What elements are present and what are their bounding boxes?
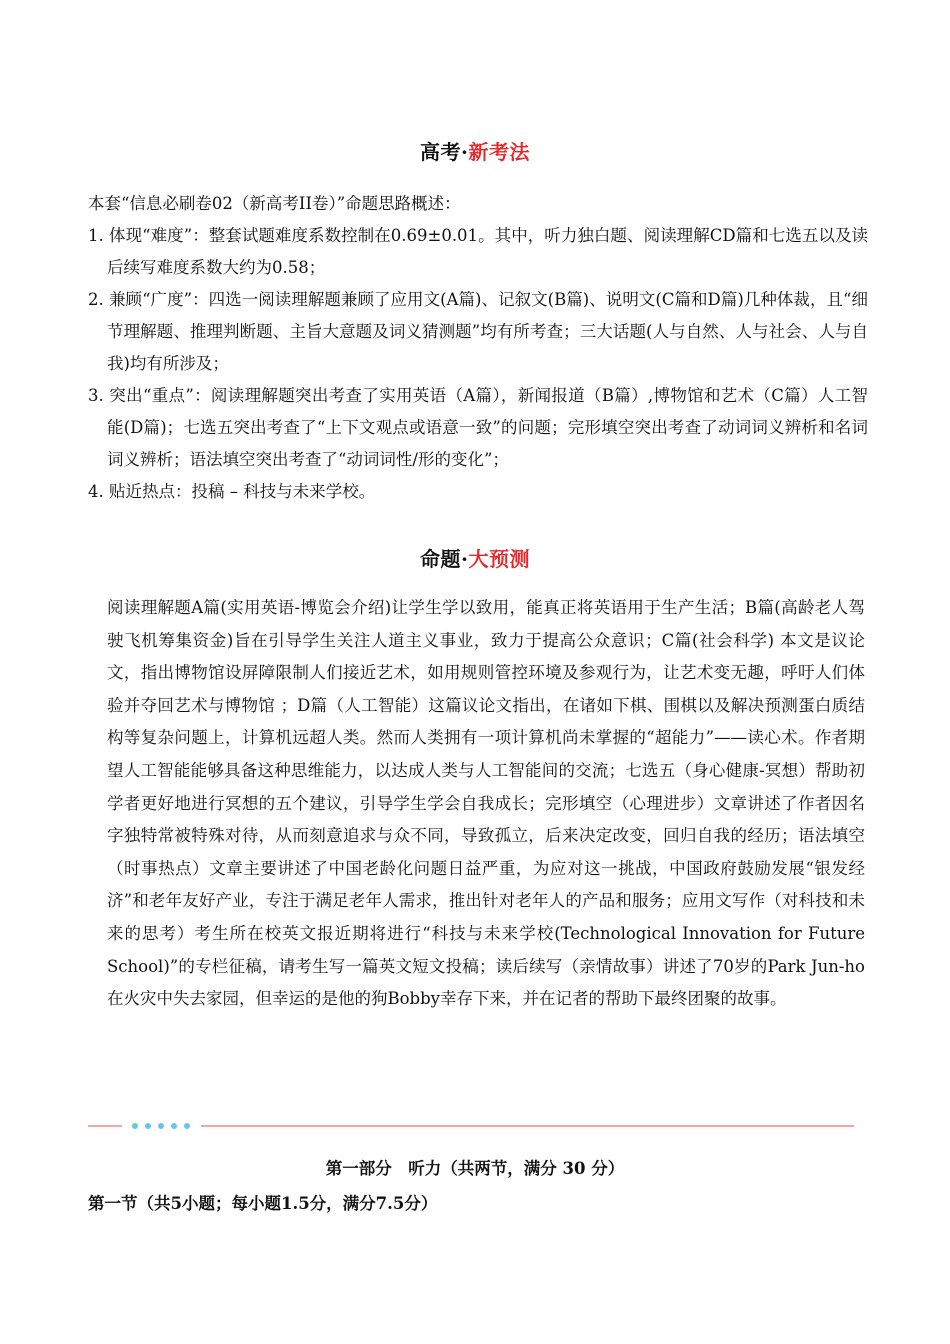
divider-dot — [145, 1123, 151, 1129]
point-item: 1. 体现“难度”：整套试题难度系数控制在0.69±0.01。其中，听力独白题、阅读理解CD篇和七选五以及读后续写难度系数大约为0.58； — [88, 226, 868, 277]
divider-dot — [184, 1123, 190, 1129]
heading-prediction — [0, 543, 950, 572]
divider-dot — [171, 1123, 177, 1129]
point-item: 4. 贴近热点：投稿 – 科技与未来学校。 — [88, 482, 376, 501]
point-item: 3. 突出“重点”：阅读理解题突出考查了实用英语（A篇），新闻报道（B篇）,博物馆和艺术（C篇）人工智能(D篇)；七选五突出考查了“上下文观点或语意一致”的问题；完形填空突出考查了动词词义辨析和名词词义辨析；语法填空突出考查了“动词词性/形的变化”； — [88, 386, 868, 469]
divider-dot — [132, 1123, 138, 1129]
heading-prefix: 命题· — [420, 547, 469, 571]
intro-line: 本套“信息必刷卷02（新高考II卷）”命题思路概述： — [88, 194, 461, 213]
heading-highlight: 大预测 — [468, 547, 530, 571]
point-item: 2. 兼顾“广度”：四选一阅读理解题兼顾了应用文(A篇)、记叙文(B篇)、说明文(C篇和D篇)几种体裁，且“细节理解题、推理判断题、主旨大意题及词义猜测题”均有所考查；三大话题(人与自然、人与社会、人与自我)均有所涉及； — [88, 290, 868, 373]
decorative-divider — [88, 1118, 854, 1134]
heading-new-exam-method — [0, 136, 950, 165]
prediction-paragraph: 阅读理解题A篇(实用英语-博览会介绍)让学生学以致用，能真正将英语用于生产生活；B篇(高龄老人驾驶飞机筹集资金)旨在引导学生关注人道主义事业，致力于提高公众意识；C篇(社会科学) 本文是议论文，指出博物馆设屏障限制人们接近艺术，如用规则管控环境及参观行为，让艺术变无趣，呼吁人们体验并夺回艺术与博物馆 ；D篇（人工智能）这篇议论文指出，在诸如下棋、围棋以及解决预测蛋白质结构等复杂问题上，计算机远超人类。然而人类拥有一项计算机尚未掌握的“超能力”——读心术。作者期望人工智能能够具备这种思维能力，以达成人类与人工智能间的交流；七选五（身心健康-冥想）帮助初学者更好地进行冥想的五个建议，引导学生学会自我成长；完形填空（心理进步）文章讲述了作者因名字独特常被特殊对待，从而刻意追求与众不同，导致孤立，后来决定改变，回归自我的经历；语法填空（时事热点）文章主要讲述了中国老龄化问题日益严重，为应对这一挑战，中国政府鼓励发展“银发经济”和老年友好产业，专注于满足老年人需求，推出针对老年人的产品和服务；应用文写作（对科技和未来的思考）考生所在校英文报近期将进行“科技与未来学校(Technological Innovation for Future School)”的专栏征稿，请考生写一篇英文短文投稿；读后续写（亲情故事）讲述了70岁的Park Jun-ho在火灾中失去家园，但幸运的是他的狗Bobby幸存下来，并在记者的帮助下最终团聚的故事。 — [107, 598, 865, 1009]
point-list — [88, 220, 868, 508]
part-title: 第一部分 听力（共两节，满分 30 分） — [325, 1159, 625, 1178]
section-title: 第一节（共5小题；每小题1.5分，满分7.5分） — [88, 1194, 438, 1213]
divider-dot — [158, 1123, 164, 1129]
heading-prefix: 高考· — [420, 140, 469, 164]
heading-highlight: 新考法 — [468, 140, 530, 164]
